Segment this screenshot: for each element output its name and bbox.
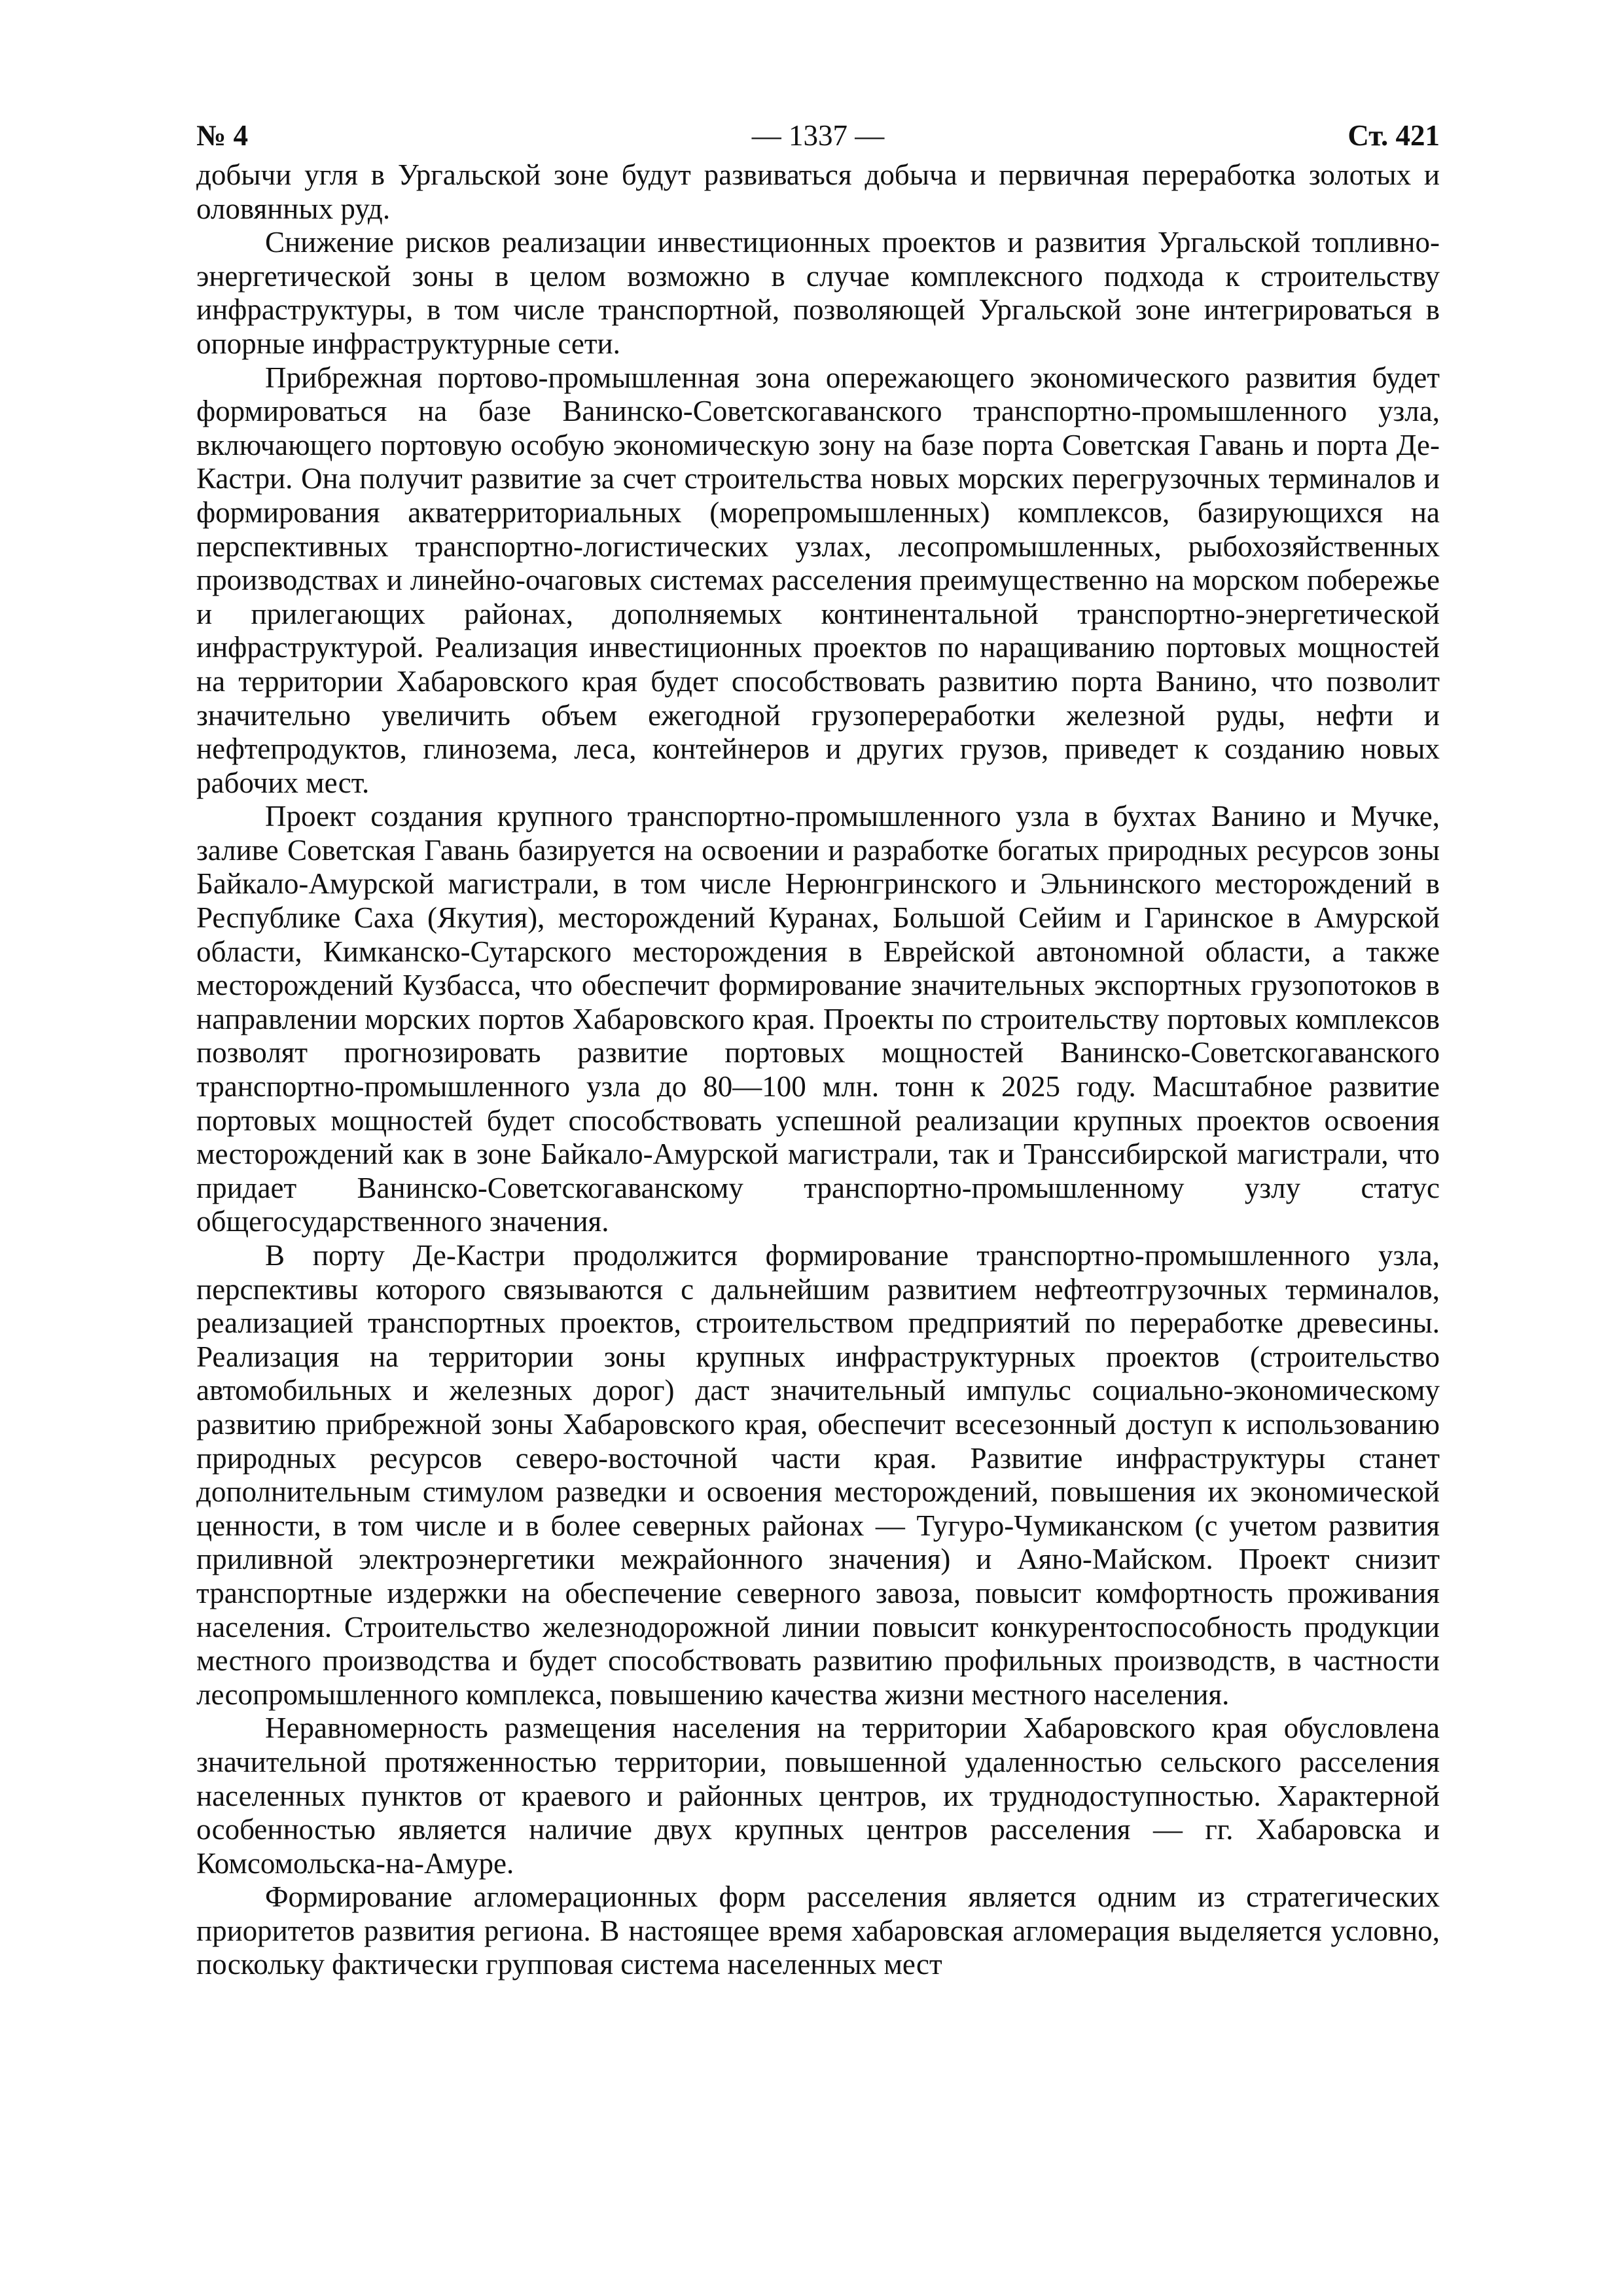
paragraph: Формирование агломерационных форм расселения является одним из стратегических приоритетов развития региона. В настоящее время хабаровская агломерация выделяется условно, поскольку фактически групповая система населенных мест: [196, 1880, 1440, 1981]
paragraph: Проект создания крупного транспортно-промышленного узла в бухтах Ванино и Мучке, заливе Советская Гавань базируется на освоении и разработке богатых природных ресурсов зоны Байкало-Амурской магистрали, в том числе Нерюнгринского и Эльнинского месторождений в Республике Саха (Якутия), месторождений Куранах, Большой Сейим и Гаринское в Амурской области, Кимканско-Сутарского месторождения в Еврейской автономной области, а также месторождений Кузбасса, что обеспечит формирование значительных экспортных грузопотоков в направлении морских портов Хабаровского края. Проекты по строительству портовых комплексов позволят прогнозировать развитие портовых мощностей Ванинско-Советскогаванского транспортно-промышленного узла до 80—100 млн. тонн к 2025 году. Масштабное развитие портовых мощностей будет способствовать успешной реализации крупных проектов освоения месторождений как в зоне Байкало-Амурской магистрали, так и Транссибирской магистрали, что придает Ванинско-Советскогаванскому транспортно-промышленному узлу статус общегосударственного значения.: [196, 800, 1440, 1238]
running-header: [196, 113, 1440, 158]
issue-number: № 4: [196, 119, 248, 152]
page-number: — 1337 —: [751, 119, 885, 152]
paragraph-continuation: добычи угля в Ургальской зоне будут развиваться добыча и первичная переработка золотых и оловянных руд.: [196, 158, 1440, 225]
paragraph: Прибрежная портово-промышленная зона опережающего экономического развития будет формироваться на базе Ванинско-Советскогаванского транспортно-промышленного узла, включающего портовую особую экономическую зону на базе порта Советская Гавань и порта Де-Кастри. Она получит развитие за счет строительства новых морских перегрузочных терминалов и формирования акватерриториальных (морепромышленных) комплексов, базирующихся на перспективных транспортно-логистических узлах, лесопромышленных, рыбохозяйственных производствах и линейно-очаговых системах расселения преимущественно на морском побережье и прилегающих районах, дополняемых континентальной транспортно-энергетической инфраструктурой. Реализация инвестиционных проектов по наращиванию портовых мощностей на территории Хабаровского края будет способствовать развитию порта Ванино, что позволит значительно увеличить объем ежегодной грузопереработки железной руды, нефти и нефтепродуктов, глинозема, леса, контейнеров и других грузов, приведет к созданию новых рабочих мест.: [196, 361, 1440, 799]
body-text: [196, 158, 1440, 1982]
paragraph: В порту Де-Кастри продолжится формирование транспортно-промышленного узла, перспективы которого связываются с дальнейшим развитием нефтеотгрузочных терминалов, реализацией транспортных проектов, строительством предприятий по переработке древесины. Реализация на территории зоны крупных инфраструктурных проектов (строительство автомобильных и железных дорог) даст значительный импульс социально-экономическому развитию прибрежной зоны Хабаровского края, обеспечит всесезонный доступ к использованию природных ресурсов северо-восточной части края. Развитие инфраструктуры станет дополнительным стимулом разведки и освоения месторождений, повышения их экономической ценности, в том числе и в более северных районах — Тугуро-Чумиканском (с учетом развития приливной электроэнергетики межрайонного значения) и Аяно-Майском. Проект снизит транспортные издержки на обеспечение северного завоза, повысит комфортность проживания населения. Строительство железнодорожной линии повысит конкурентоспособность продукции местного производства и будет способствовать развитию профильных производств, в частности лесопромышленного комплекса, повышению качества жизни местного населения.: [196, 1239, 1440, 1711]
paragraph: Снижение рисков реализации инвестиционных проектов и развития Ургальской топливно-энергетической зоны в целом возможно в случае комплексного подхода к строительству инфраструктуры, в том числе транспортной, позволяющей Ургальской зоне интегрироваться в опорные инфраструктурные сети.: [196, 226, 1440, 360]
document-page: [196, 113, 1440, 1982]
article-number: Ст. 421: [1347, 119, 1440, 152]
paragraph: Неравномерность размещения населения на территории Хабаровского края обусловлена значительной протяженностью территории, повышенной удаленностью сельского расселения населенных пунктов от краевого и районных центров, их труднодоступностью. Характерной особенностью является наличие двух крупных центров расселения — гг. Хабаровска и Комсомольска-на-Амуре.: [196, 1712, 1440, 1880]
